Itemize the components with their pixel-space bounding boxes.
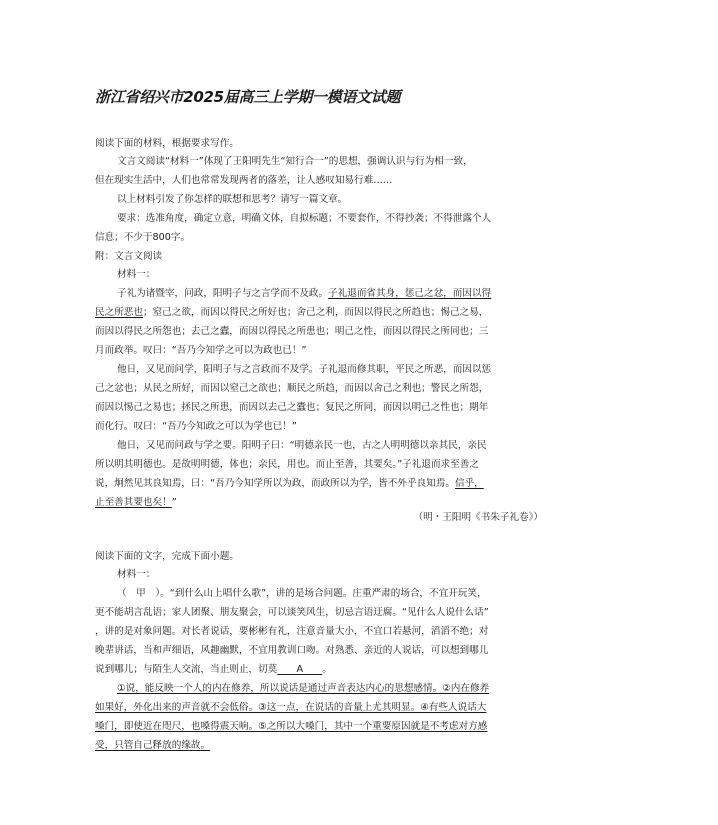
classical-p1-line-4: 月而政举。叹曰：“吾乃今知学之可以为政也已！” xyxy=(95,345,307,356)
underlined-passage-line-1: ①说，能反映一个人的内在修养，所以说话是通过声音表达内心的思想感情。②内在修养 xyxy=(117,683,490,694)
classical-text: 子礼为诸暨宰，问政，阳明子与之言学而不及政。 xyxy=(117,288,329,299)
blank-a: A xyxy=(277,664,323,675)
requirement-line-2: 信息；不少于800字。 xyxy=(95,232,191,243)
underlined-sentence: 止至善其要也矣！ xyxy=(95,497,172,508)
classical-p1-line-1 xyxy=(117,287,491,300)
classical-text: ；窒己之欲，而因以得民之所好也；舍己之利，而因以得民之所趋也；惕己之易， xyxy=(142,307,489,318)
modern-line-2: 更不能胡言乱语；家人团聚、朋友聚会，可以谈笑风生，切忌言语迂腐。“见什么人说什么话” xyxy=(95,607,489,618)
underlined-sentence: 信乎， xyxy=(454,478,484,489)
requirement-line-1: 要求：选准角度，确定立意，明确文体，自拟标题；不要套作，不得抄袭；不得泄露个人 xyxy=(117,213,492,224)
classical-p1-line-3: 而因以得民之所怨也；去己之蠹，而因以得民之所患也；明己之性，而因以得民之所同也；三 xyxy=(95,326,489,337)
modern-line-1: （ 甲 ）。“到什么山上唱什么歌”，讲的是场合问题。庄重严肃的场合，不宜开玩笑， xyxy=(117,588,487,599)
modern-line-4: 晚辈讲话，当和声细语，风趣幽默，不宜用教训口吻。对熟悉、亲近的人说话，可以想到哪儿 xyxy=(95,645,489,656)
underlined-passage-line-2: 如果好，外化出来的声音就不会低俗。③这一点，在说话的音量上尤其明显。④有些人说话大 xyxy=(95,702,487,713)
classical-p2-line-4: 而化行。叹曰：“吾乃今知政之可以为学也已！” xyxy=(95,421,297,432)
underlined-sentence: 子礼退而省其身，惩己之忿，而因以得 xyxy=(328,288,492,299)
classical-p2-line-1: 他日，又见而问学，阳明子与之言政而不及学。子礼退而修其职，平民之所恶，而因以惩 xyxy=(117,364,492,375)
underlined-passage-line-3: 嗓门，即使近在咫尺，也嗓得震天响。⑤之所以大嗓门，其中一个重要原因就是不考虑对方感 xyxy=(95,721,488,732)
writing-instruction: 阅读下面的材料，根据要求写作。 xyxy=(95,138,239,149)
document-title: 浙江省绍兴市2025届高三上学期一模语文试题 xyxy=(95,88,401,106)
classical-p1-line-2 xyxy=(95,306,488,319)
modern-line-5 xyxy=(95,663,332,676)
classical-p3-line-4 xyxy=(95,496,177,509)
modern-line-3: ，讲的是对象问题。对长者说话，要彬彬有礼，注意音量大小，不宜口若悬河，滔滔不绝；对 xyxy=(95,626,489,637)
classical-p3-line-1: 他日，又见而问政与学之要。阳明子曰：“明德亲民一也，古之人明明德以亲其民，亲民 xyxy=(117,440,487,451)
classical-p3-line-3 xyxy=(95,477,484,490)
source-citation: （明・王阳明《书朱子礼卷》） xyxy=(413,512,543,523)
classical-p3-line-2: 所以明其明德也。是故明明德，体也；亲民，用也。而止至善，其要矣。”子礼退而求至善之 xyxy=(95,459,479,470)
appendix-label: 附：文言文阅读 xyxy=(95,251,163,262)
underlined-passage-line-4: 受，只管自己释放的缘故。 xyxy=(95,740,211,751)
modern-text: 。 xyxy=(322,664,332,675)
material-one-label: 材料一： xyxy=(117,269,156,280)
classical-text: 说，炯然见其良知焉，曰：“吾乃今知学所以为政，而政所以为学，皆不外乎良知焉。 xyxy=(95,478,455,489)
classical-p2-line-3: 而因以惕己之易也；拯民之所患，而因以去己之蠹也；复民之所同，而因以明己之性也；期年 xyxy=(95,402,489,413)
modern-text: 说到哪儿；与陌生人交流，当止则止，切莫 xyxy=(95,664,278,675)
prompt-line-2: 但在现实生活中，人们也常常发现两者的落差，让人感叹知易行难…… xyxy=(95,175,393,186)
classical-text: ” xyxy=(171,497,177,508)
material-one-label-2: 材料一： xyxy=(117,569,156,580)
prompt-line-1: 文言文阅读“材料一”体现了王阳明先生“知行合一”的思想，强调认识与行为相一致， xyxy=(117,156,473,167)
reading-instruction: 阅读下面的文字，完成下面小题。 xyxy=(95,551,239,562)
underlined-sentence: 民之所恶也 xyxy=(95,307,143,318)
prompt-line-3: 以上材料引发了你怎样的联想和思考？请写一篇文章。 xyxy=(117,194,348,205)
classical-p2-line-2: 己之忿也；从民之所好，而因以窒己之欲也；顺民之所趋，而因以舍己之利也；警民之所怨， xyxy=(95,383,489,394)
